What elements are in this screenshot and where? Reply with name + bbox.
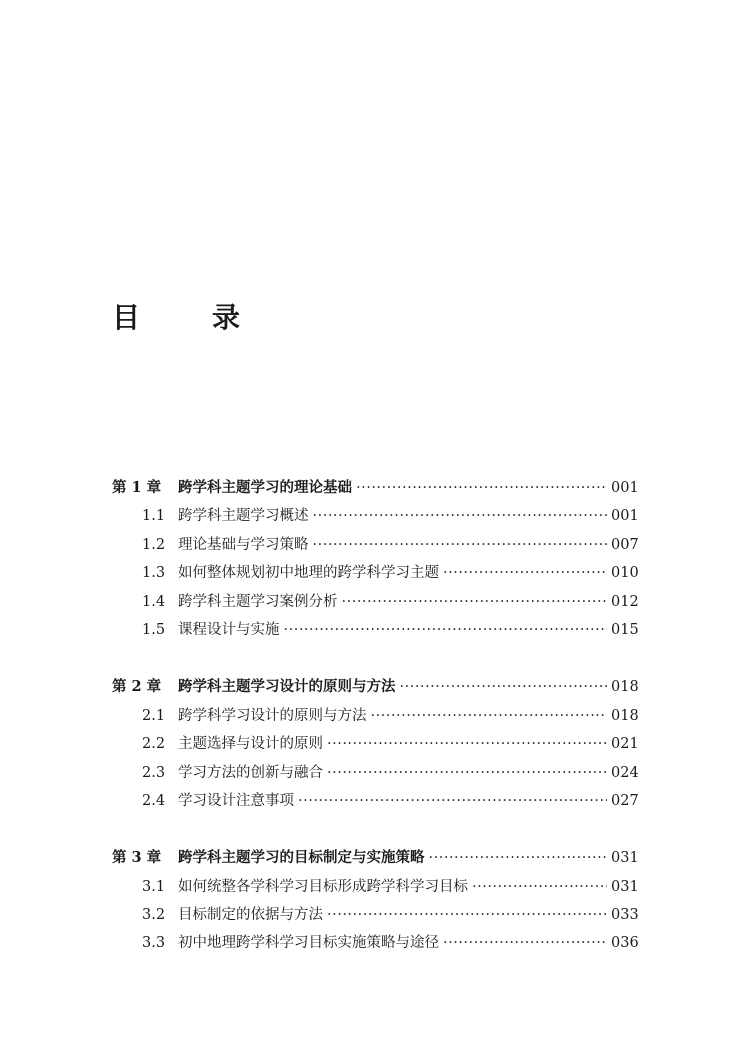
dot-leader xyxy=(429,844,608,872)
page-number: 015 xyxy=(611,621,639,638)
toc-section-entry[interactable] xyxy=(112,901,637,929)
dot-leader xyxy=(327,730,607,758)
page-number: 010 xyxy=(611,565,639,582)
section-number: 1.3 xyxy=(142,565,166,582)
chapter-number: 第 1 章 xyxy=(112,479,162,496)
toc-chapter-entry[interactable] xyxy=(112,474,637,502)
toc-section-entry[interactable] xyxy=(112,616,637,644)
dot-leader xyxy=(472,873,607,901)
page-number: 018 xyxy=(611,679,639,696)
dot-leader xyxy=(342,588,608,616)
page-number: 018 xyxy=(611,707,639,724)
section-number: 1.1 xyxy=(142,508,166,525)
section-title: 跨学科学习设计的原则与方法 xyxy=(178,707,367,724)
page-number: 012 xyxy=(611,593,639,610)
section-title: 学习方法的创新与融合 xyxy=(178,764,323,781)
section-number: 2.3 xyxy=(142,764,166,781)
section-number: 1.4 xyxy=(142,593,166,610)
page-number: 021 xyxy=(611,736,639,753)
section-number: 1.5 xyxy=(142,621,166,638)
page-number: 001 xyxy=(611,508,639,525)
toc-section-entry[interactable] xyxy=(112,759,637,787)
section-number: 2.1 xyxy=(142,707,166,724)
page-number: 007 xyxy=(611,536,639,553)
toc-section-entry[interactable] xyxy=(112,559,637,587)
toc-section-entry[interactable] xyxy=(112,787,637,815)
toc-section-entry[interactable] xyxy=(112,873,637,901)
dot-leader xyxy=(371,702,608,730)
section-number: 3.3 xyxy=(142,935,166,952)
dot-leader xyxy=(356,474,607,502)
toc-section-entry[interactable] xyxy=(112,730,637,758)
toc-section-entry[interactable] xyxy=(112,531,637,559)
dot-leader xyxy=(443,929,607,957)
section-title: 跨学科主题学习概述 xyxy=(178,508,309,525)
section-number: 1.2 xyxy=(142,536,166,553)
chapter-number: 第 3 章 xyxy=(112,849,162,867)
section-number: 3.2 xyxy=(142,907,166,924)
toc-section-entry[interactable] xyxy=(112,502,637,530)
chapter-number: 第 2 章 xyxy=(112,678,162,696)
page-number: 027 xyxy=(611,792,639,809)
section-number: 2.4 xyxy=(142,792,166,809)
page-number: 001 xyxy=(611,480,639,496)
page-number: 031 xyxy=(611,850,639,867)
toc-section-entry[interactable] xyxy=(112,588,637,616)
dot-leader xyxy=(327,901,607,929)
toc-title: 目 录 xyxy=(112,301,263,334)
section-title: 主题选择与设计的原则 xyxy=(178,736,323,753)
toc-chapter-entry[interactable] xyxy=(112,844,637,872)
dot-leader xyxy=(327,759,607,787)
chapter-title: 跨学科主题学习的理论基础 xyxy=(178,479,352,496)
section-number: 2.2 xyxy=(142,736,166,753)
section-title: 初中地理跨学科学习目标实施策略与途径 xyxy=(178,935,439,952)
section-title: 学习设计注意事项 xyxy=(178,792,294,809)
page-number: 031 xyxy=(611,878,639,895)
dot-leader xyxy=(313,531,608,559)
toc-section-entry[interactable] xyxy=(112,929,637,957)
dot-leader xyxy=(313,502,608,530)
section-title: 跨学科主题学习案例分析 xyxy=(178,593,338,610)
section-title: 如何整体规划初中地理的跨学科学习主题 xyxy=(178,565,439,582)
section-number: 3.1 xyxy=(142,878,166,895)
toc-list xyxy=(112,474,637,958)
dot-leader xyxy=(400,673,608,701)
page-number: 033 xyxy=(611,907,639,924)
section-title: 课程设计与实施 xyxy=(178,621,280,638)
toc-section-entry[interactable] xyxy=(112,702,637,730)
chapter-title: 跨学科主题学习设计的原则与方法 xyxy=(178,678,396,696)
dot-leader xyxy=(298,787,607,815)
chapter-title: 跨学科主题学习的目标制定与实施策略 xyxy=(178,849,425,867)
section-title: 如何统整各学科学习目标形成跨学科学习目标 xyxy=(178,878,468,895)
dot-leader xyxy=(443,559,607,587)
section-title: 目标制定的依据与方法 xyxy=(178,907,323,924)
page-number: 036 xyxy=(611,935,639,952)
page-number: 024 xyxy=(611,764,639,781)
dot-leader xyxy=(284,616,608,644)
section-title: 理论基础与学习策略 xyxy=(178,536,309,553)
toc-chapter-entry[interactable] xyxy=(112,673,637,701)
